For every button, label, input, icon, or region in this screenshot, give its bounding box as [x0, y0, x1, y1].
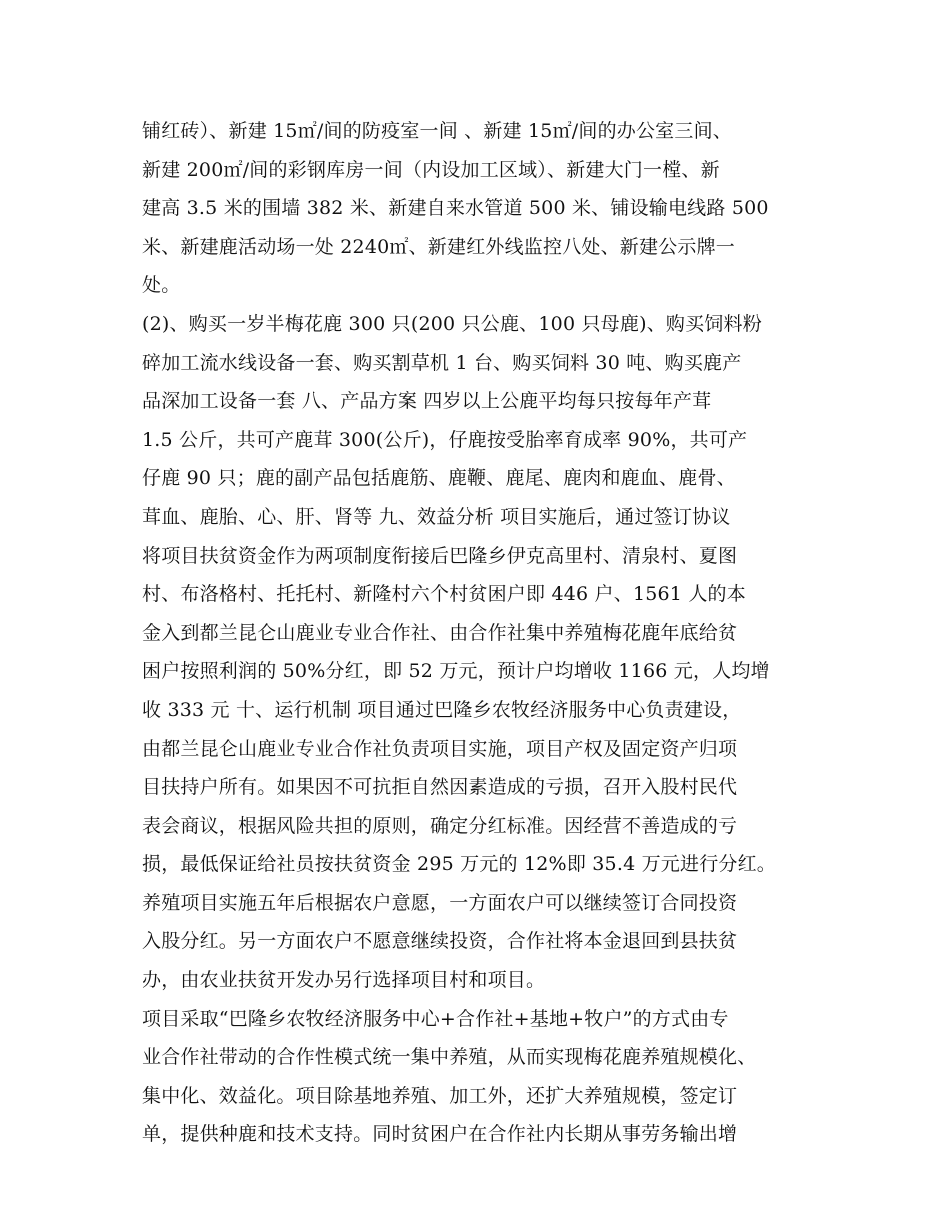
text-line: 单，提供种鹿和技术支持。同时贫困户在合作社内长期从事劳务输出增: [142, 1123, 738, 1146]
text-line: 入股分红。另一方面农户不愿意继续投资，合作社将本金退回到县扶贫: [142, 930, 738, 953]
text-line: 集中化、效益化。项目除基地养殖、加工外，还扩大养殖规模，签定订: [142, 1084, 738, 1107]
text-line: 碎加工流水线设备一套、购买割草机 1 台、购买饲料 30 吨、购买鹿产: [142, 351, 742, 374]
text-line: 办，由农业扶贫开发办另行选择项目村和项目。: [142, 969, 546, 992]
text-line: 由都兰昆仑山鹿业专业合作社负责项目实施，项目产权及固定资产归项: [142, 737, 738, 760]
text-line: 新建 200㎡/间的彩钢库房一间（内设加工区域）、新建大门一樘、新: [142, 158, 720, 181]
text-line: (2)、购买一岁半梅花鹿 300 只(200 只公鹿、100 只母鹿)、购买饲料粉: [142, 312, 762, 335]
text-line: 损，最低保证给社员按扶贫资金 295 万元的 12%即 35.4 万元进行分红。: [142, 853, 776, 876]
body-text: [142, 112, 832, 1154]
text-line: 处。: [142, 274, 181, 297]
text-line: 建高 3.5 米的围墙 382 米、新建自来水管道 500 米、铺设输电线路 500: [142, 197, 769, 220]
text-line: 困户按照利润的 50%分红，即 52 万元，预计户均增收 1166 元，人均增: [142, 660, 770, 683]
text-line: 村、布洛格村、托托村、新隆村六个村贫困户即 446 户、1561 人的本: [142, 583, 746, 606]
text-line: 表会商议，根据风险共担的原则，确定分红标准。因经营不善造成的亏: [142, 814, 738, 837]
text-line: 养殖项目实施五年后根据农户意愿，一方面农户可以继续签订合同投资: [142, 891, 738, 914]
text-line: 业合作社带动的合作性模式统一集中养殖，从而实现梅花鹿养殖规模化、: [142, 1046, 757, 1069]
text-line: 收 333 元 十、运行机制 项目通过巴隆乡农牧经济服务中心负责建设，: [142, 698, 742, 721]
text-line: 米、新建鹿活动场一处 2240㎡、新建红外线监控八处、新建公示牌一: [142, 235, 735, 258]
text-line: 1.5 公斤，共可产鹿茸 300(公斤)，仔鹿按受胎率育成率 90%，共可产: [142, 428, 748, 451]
text-line: 品深加工设备一套 八、产品方案 四岁以上公鹿平均每只按每年产茸: [142, 390, 712, 413]
text-line: 金入到都兰昆仑山鹿业专业合作社、由合作社集中养殖梅花鹿年底给贫: [142, 621, 738, 644]
text-line: 茸血、鹿胎、心、肝、肾等 九、效益分析 项目实施后，通过签订协议: [142, 505, 731, 528]
text-line: 项目采取“巴隆乡农牧经济服务中心+合作社+基地+牧户”的方式由专: [142, 1007, 729, 1030]
text-line: 铺红砖）、新建 15㎡/间的防疫室一间 、新建 15㎡/间的办公室三间、: [142, 120, 732, 142]
text-line: 仔鹿 90 只；鹿的副产品包括鹿筋、鹿鞭、鹿尾、鹿肉和鹿血、鹿骨、: [142, 467, 736, 490]
text-line: 将项目扶贫资金作为两项制度衔接后巴隆乡伊克高里村、清泉村、夏图: [142, 544, 738, 567]
text-line: 目扶持户所有。如果因不可抗拒自然因素造成的亏损，召开入股村民代: [142, 776, 738, 799]
